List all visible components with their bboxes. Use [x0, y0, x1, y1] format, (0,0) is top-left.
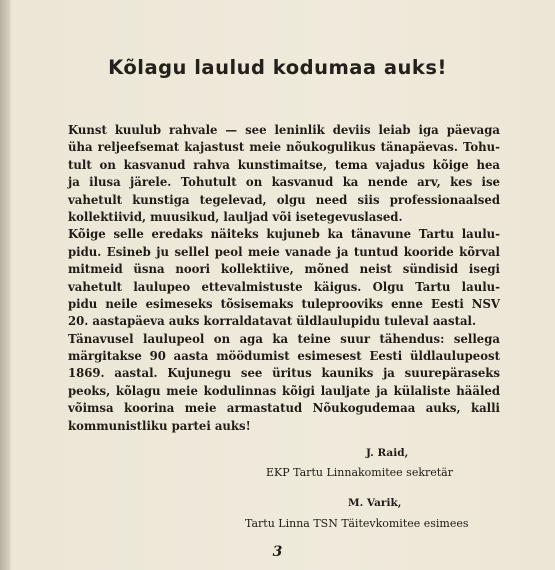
page-title: Kõlagu laulud kodumaa auks! [108, 56, 447, 79]
text-line: võimsa koorina meie armastatud Nõukogudemaa auks, kalli [68, 401, 500, 416]
text-line: ja ilusa järele. Tohutult on kasvanud ka nende arv, kes ise [68, 175, 500, 190]
text-line: kommunistliku partei auks! [68, 418, 251, 433]
page-binding-shadow [0, 0, 10, 570]
text-line: Kunst kuulub rahvale — see leninlik deviis leiab iga päevaga [68, 123, 500, 137]
text-line: vahetult laulupeo ettevalmistuste käigus. Olgu Tartu laulu- [68, 279, 500, 294]
text-line: märgitakse 90 aasta möödumist esimesest Eesti üldlaulupeost [68, 349, 500, 364]
article-body [68, 122, 500, 435]
text-line: 1869. aastal. Kujunegu see üritus kauniks ja suurepäraseks [68, 366, 500, 381]
signature-name-2: M. Varik, [348, 497, 402, 509]
text-line: mitmeid üsna noori kollektiive, mõned neist sündisid isegi [68, 262, 500, 277]
text-line: 20. aastapäeva auks korraldatavat üldlaulupidu tuleval aastal. [68, 314, 477, 329]
text-line: kollektiivid, muusikud, lauljad või isetegevuslased. [68, 209, 403, 224]
text-line: Tänavusel laulupeol on aga ka teine suur tähendus: sellega [68, 331, 500, 346]
text-line: vahetult kunstiga tegelevad, olgu need siis professionaalsed [68, 192, 500, 207]
text-line: pidu neile esimeseks tõsisemaks tuleprooviks enne Eesti NSV [68, 296, 500, 311]
signature-name-1: J. Raid, [366, 447, 409, 459]
text-line: Kõige selle eredaks näiteks kujuneb ka tänavune Tartu laulu- [68, 227, 500, 242]
text-line: peoks, kõlagu meie kodulinnas kõigi lauljate ja külaliste hääled [68, 383, 500, 398]
page-number: 3 [272, 544, 283, 560]
signature-role-2: Tartu Linna TSN Täitevkomitee esimees [245, 517, 469, 530]
text-line: üha reljeefsemat kajastust meie nõukogulikus tänapäevas. Tohu- [68, 140, 500, 155]
text-line: tult on kasvanud rahva kunstimaitse, tema vajadus kõige hea [68, 157, 500, 172]
text-line: pidu. Esineb ju sellel peol meie vanade ja tuntud kooride kõrval [68, 244, 500, 259]
signature-role-1: EKP Tartu Linnakomitee sekretär [266, 466, 453, 479]
